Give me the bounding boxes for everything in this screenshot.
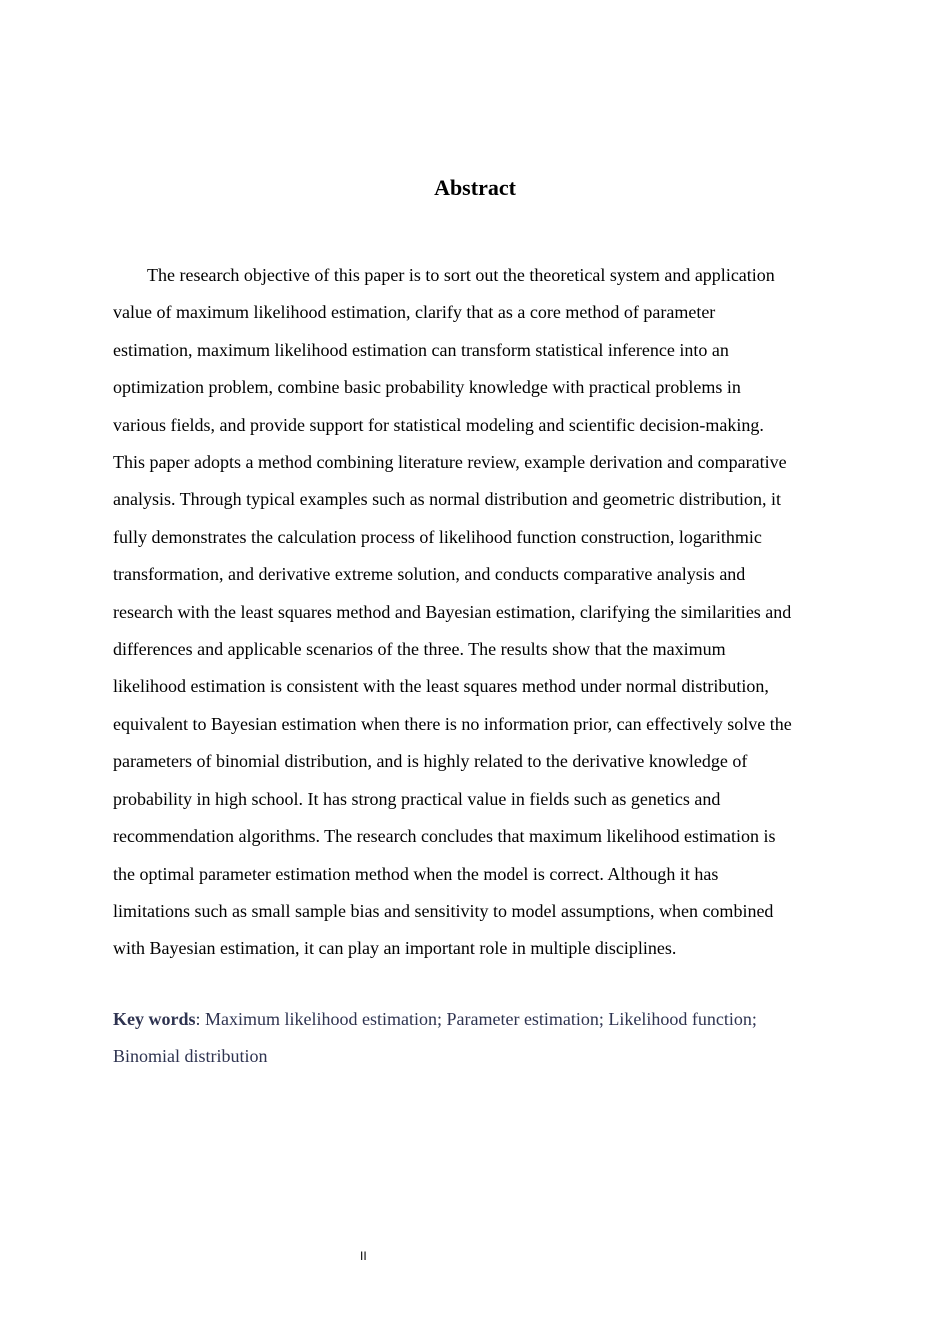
abstract-line: analysis. Through typical examples such as normal distribution and geometric distribution, it <box>113 489 782 510</box>
page-number: II <box>360 1249 367 1263</box>
abstract-line: recommendation algorithms. The research concludes that maximum likelihood estimation is <box>113 826 776 847</box>
abstract-line: This paper adopts a method combining literature review, example derivation and comparative <box>113 452 787 473</box>
keywords-section <box>113 1001 835 1076</box>
abstract-line: various fields, and provide support for statistical modeling and scientific decision-making. <box>113 414 764 435</box>
keywords-list: : Maximum likelihood estimation; Parameter estimation; Likelihood function; <box>195 1009 757 1029</box>
abstract-line: limitations such as small sample bias and sensitivity to model assumptions, when combined <box>113 900 774 921</box>
abstract-line: fully demonstrates the calculation process of likelihood function construction, logarithmic <box>113 526 762 547</box>
abstract-line: equivalent to Bayesian estimation when there is no information prior, can effectively solve the <box>113 713 792 734</box>
page-title: Abstract <box>434 175 516 200</box>
abstract-line: the optimal parameter estimation method when the model is correct. Although it has <box>113 863 719 884</box>
abstract-line: likelihood estimation is consistent with the least squares method under normal distribution, <box>113 676 769 697</box>
abstract-line: with Bayesian estimation, it can play an important role in multiple disciplines. <box>113 938 677 959</box>
keywords-label: Key words <box>113 1009 196 1029</box>
abstract-line: transformation, and derivative extreme solution, and conducts comparative analysis and <box>113 564 746 585</box>
abstract-body <box>113 257 835 968</box>
abstract-line: differences and applicable scenarios of the three. The results show that the maximum <box>113 639 726 660</box>
abstract-line: parameters of binomial distribution, and is highly related to the derivative knowledge of <box>113 751 748 772</box>
abstract-line: optimization problem, combine basic probability knowledge with practical problems in <box>113 377 741 398</box>
keywords-line: Binomial distribution <box>113 1046 268 1067</box>
abstract-line: value of maximum likelihood estimation, clarify that as a core method of parameter <box>113 302 716 323</box>
keywords-line <box>113 1001 835 1038</box>
abstract-line: The research objective of this paper is to sort out the theoretical system and application <box>147 265 775 285</box>
abstract-line: probability in high school. It has strong practical value in fields such as genetics and <box>113 788 721 809</box>
abstract-line: research with the least squares method and Bayesian estimation, clarifying the similarities and <box>113 601 792 622</box>
abstract-line: estimation, maximum likelihood estimation can transform statistical inference into an <box>113 339 729 360</box>
